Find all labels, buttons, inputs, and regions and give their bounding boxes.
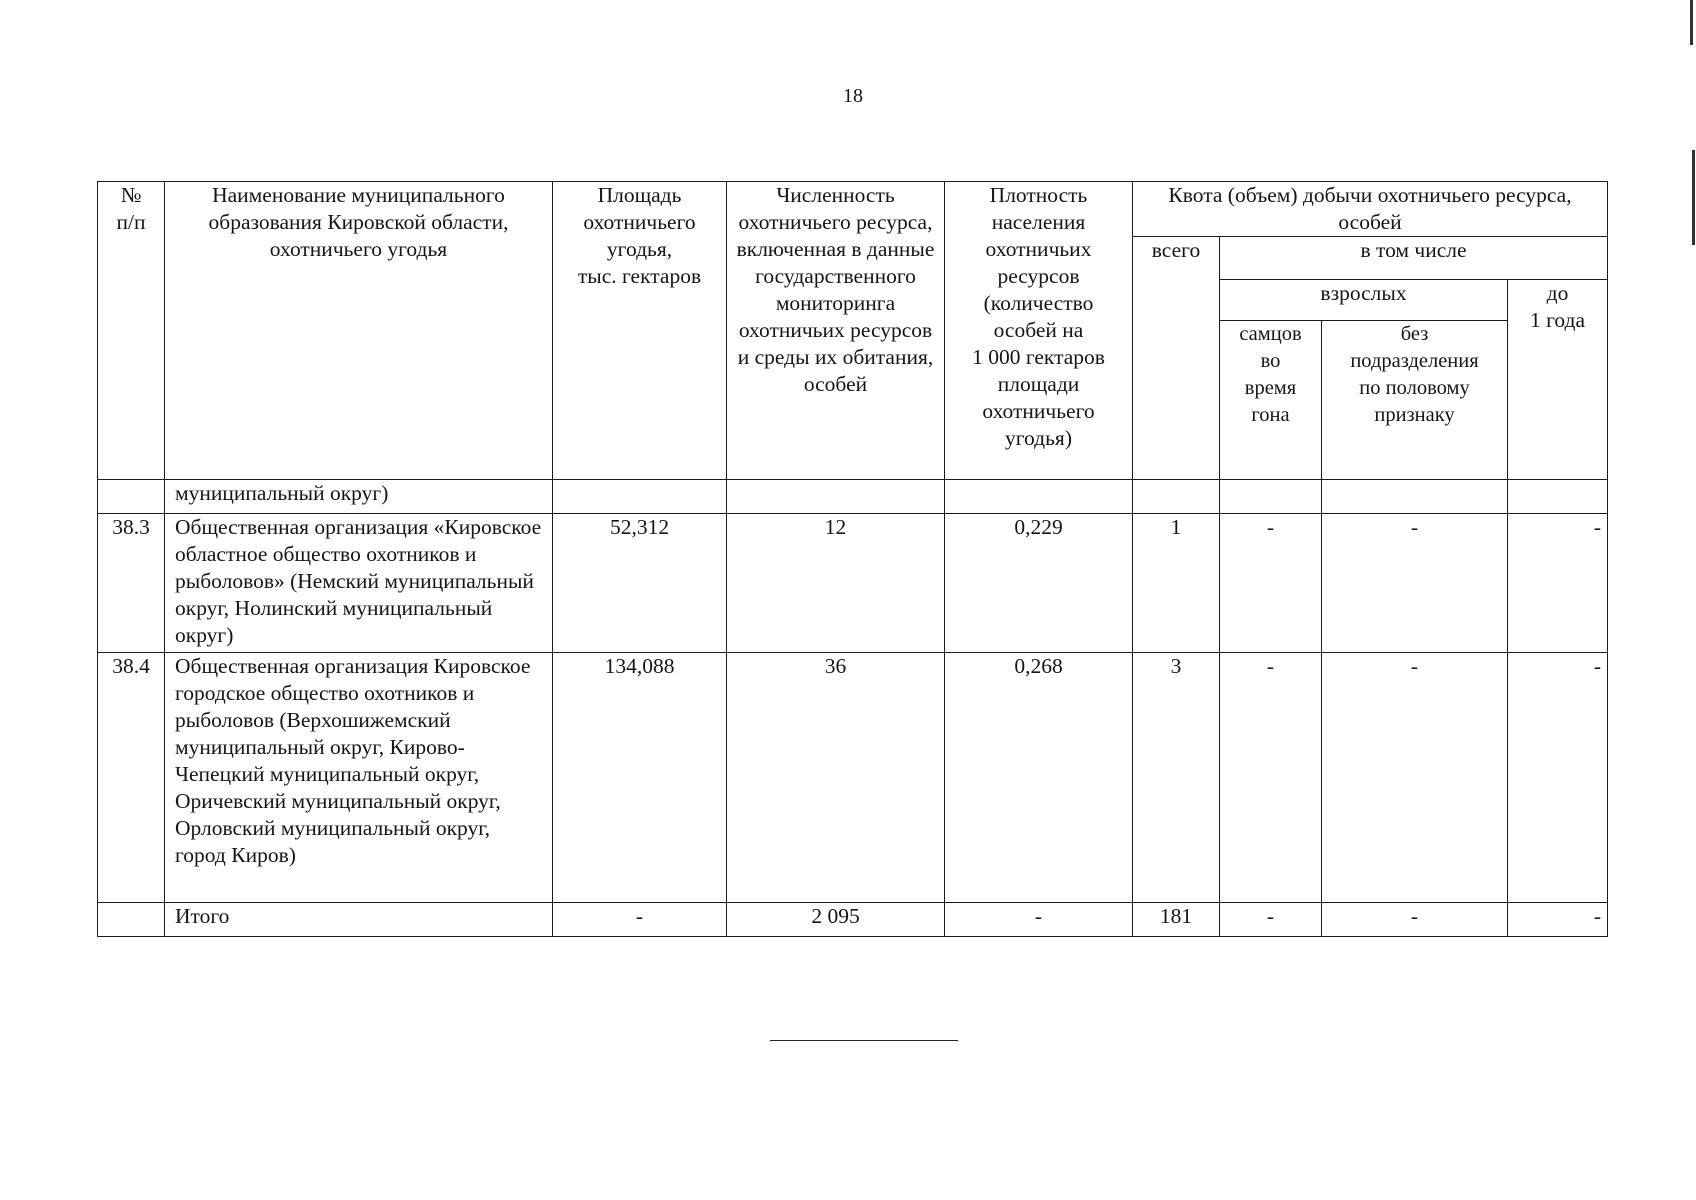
row-area	[553, 480, 727, 514]
row-count: 12	[727, 514, 945, 653]
row-males: -	[1220, 653, 1322, 903]
row-density: 0,229	[945, 514, 1133, 653]
row-males: -	[1220, 514, 1322, 653]
header-density: Плотность населения охотничьих ресурсов (количество особей на 1 000 гектаров площади охотничьего угодья)	[945, 182, 1133, 480]
row-density: 0,268	[945, 653, 1133, 903]
row-area: 134,088	[553, 653, 727, 903]
row-density: -	[945, 903, 1133, 937]
row-total: 3	[1133, 653, 1220, 903]
row-num	[98, 480, 165, 514]
header-under-year: до 1 года	[1508, 280, 1608, 480]
row-count	[727, 480, 945, 514]
row-total	[1133, 480, 1220, 514]
header-total: всего	[1133, 237, 1220, 480]
header-no-sex-division: без подразделения по половому признаку	[1322, 321, 1508, 480]
row-count: 2 095	[727, 903, 945, 937]
table-row	[98, 653, 1608, 903]
scan-edge-mark	[1690, 0, 1693, 45]
row-young: -	[1508, 653, 1608, 903]
header-area: Площадь охотничьего угодья, тыс. гектаров	[553, 182, 727, 480]
row-young: -	[1508, 514, 1608, 653]
header-including: в том числе	[1220, 237, 1608, 280]
row-num	[98, 903, 165, 937]
header-quota: Квота (объем) добычи охотничьего ресурса, особей	[1133, 182, 1608, 237]
row-count: 36	[727, 653, 945, 903]
header-males-rut: самцов во время гона	[1220, 321, 1322, 480]
row-num: 38.3	[98, 514, 165, 653]
row-name: муниципальный округ)	[165, 480, 553, 514]
row-nosex	[1322, 480, 1508, 514]
row-nosex: -	[1322, 903, 1508, 937]
row-name: Общественная организация «Кировское областное общество охотников и рыболовов» (Немский муниципальный округ, Нолинский муниципальный округ)	[165, 514, 553, 653]
footer-divider	[770, 1040, 958, 1041]
table-row	[98, 480, 1608, 514]
scan-edge-mark	[1692, 150, 1695, 245]
header-num: № п/п	[98, 182, 165, 480]
page-number: 18	[843, 85, 863, 107]
row-area: 52,312	[553, 514, 727, 653]
header-adults: взрослых	[1220, 280, 1508, 321]
row-area: -	[553, 903, 727, 937]
row-density	[945, 480, 1133, 514]
row-nosex: -	[1322, 514, 1508, 653]
table-row-total	[98, 903, 1608, 937]
hunting-quota-table	[97, 181, 1608, 937]
row-name: Итого	[165, 903, 553, 937]
row-young	[1508, 480, 1608, 514]
row-nosex: -	[1322, 653, 1508, 903]
row-total: 1	[1133, 514, 1220, 653]
row-total: 181	[1133, 903, 1220, 937]
header-count: Численность охотничьего ресурса, включенная в данные государственного мониторинга охотничьих ресурсов и среды их обитания, особей	[727, 182, 945, 480]
row-young: -	[1508, 903, 1608, 937]
header-name: Наименование муниципального образования Кировской области, охотничьего угодья	[165, 182, 553, 480]
table-row	[98, 514, 1608, 653]
row-num: 38.4	[98, 653, 165, 903]
row-name: Общественная организация Кировское городское общество охотников и рыболовов (Верхошижемский муниципальный округ, Кирово-Чепецкий муниципальный округ, Оричевский муниципальный округ, Орловский муниципальный округ, город Киров)	[165, 653, 553, 903]
row-males: -	[1220, 903, 1322, 937]
row-males	[1220, 480, 1322, 514]
